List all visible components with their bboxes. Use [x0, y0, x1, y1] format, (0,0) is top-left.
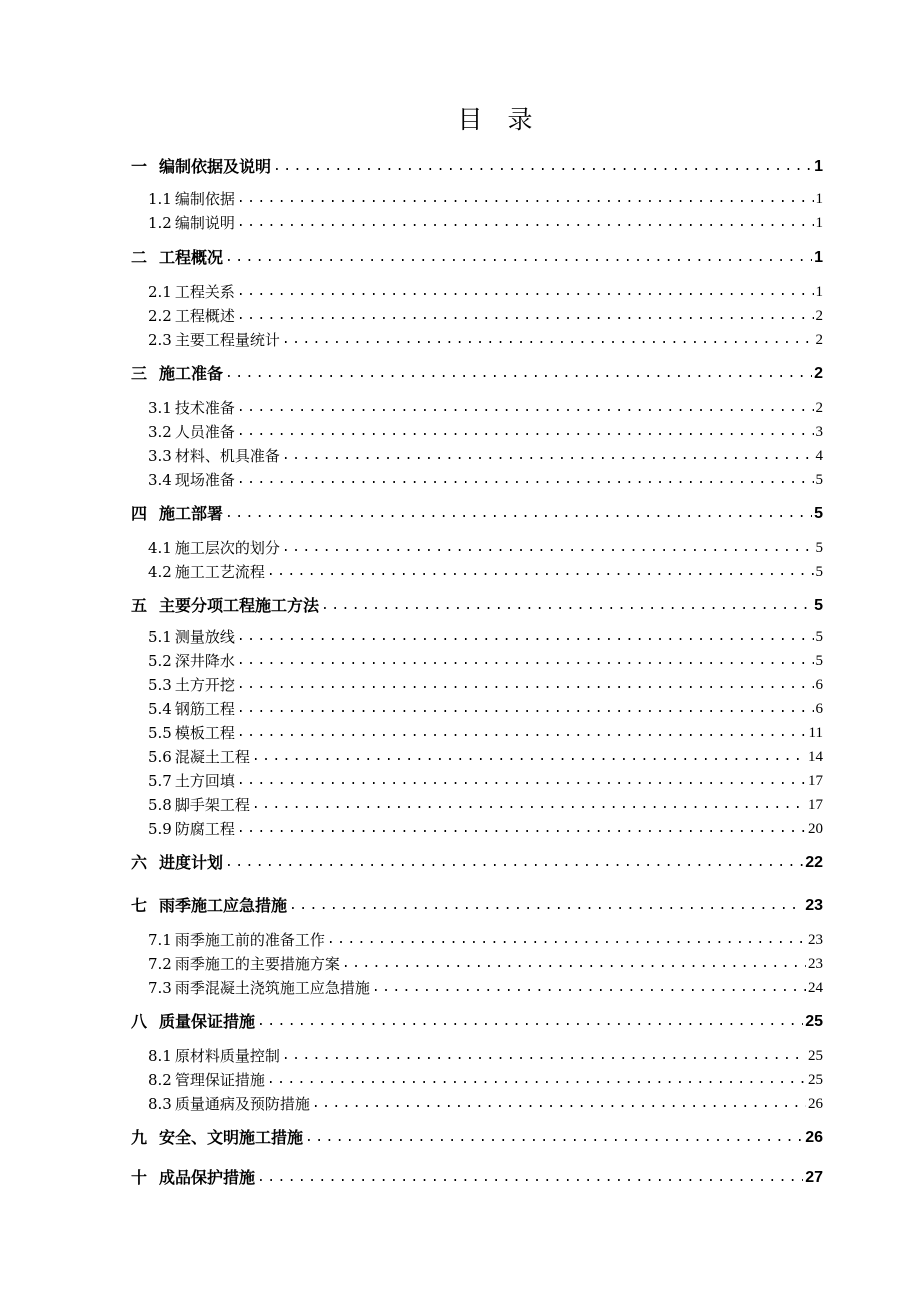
toc-page-number: 5	[814, 597, 823, 614]
toc-page-number: 5	[815, 540, 823, 556]
toc-page-number: 5	[815, 629, 823, 645]
toc-page-number: 1	[814, 249, 823, 266]
page-title: 目 录	[457, 105, 533, 134]
toc-entry-number: 5.2	[148, 652, 172, 670]
toc-entry-number: 8.1	[148, 1047, 172, 1065]
toc-page-number: 2	[815, 400, 823, 416]
toc-entry-number: 2.1	[148, 283, 172, 301]
toc-dot-leader	[237, 282, 814, 302]
toc-entry-number: 8.3	[148, 1095, 172, 1113]
toc-entry-text: 防腐工程	[174, 820, 235, 838]
toc-entry-text: 施工工艺流程	[174, 563, 265, 581]
toc-dot-leader	[305, 1128, 803, 1148]
toc-dot-leader	[267, 1070, 806, 1090]
toc-page-number: 23	[808, 932, 823, 948]
toc-chapter-entry[interactable]	[131, 246, 823, 268]
toc-entry-text: 编制依据及说明	[159, 157, 272, 176]
toc-entry-text: 土方回填	[174, 772, 235, 790]
toc-dot-leader	[237, 771, 806, 791]
toc-section-entry[interactable]	[148, 976, 823, 998]
toc-entry-text: 雨季混凝土浇筑施工应急措施	[174, 979, 370, 997]
toc-page-number: 17	[808, 797, 823, 813]
toc-entry-text: 钢筋工程	[174, 700, 235, 718]
toc-entry-number: 三	[131, 364, 148, 383]
toc-chapter-entry[interactable]	[131, 851, 823, 873]
toc-chapter-entry[interactable]	[131, 502, 823, 524]
toc-entry-label	[131, 248, 223, 268]
toc-entry-label	[131, 1128, 303, 1148]
toc-entry-label	[148, 1046, 280, 1066]
toc-entry-label	[148, 330, 280, 350]
toc-entry-number: 3.1	[148, 399, 172, 417]
toc-section-entry[interactable]	[148, 673, 823, 695]
toc-dot-leader	[321, 596, 812, 616]
toc-entry-number: 3.4	[148, 471, 172, 489]
toc-entry-number: 5.1	[148, 628, 172, 646]
toc-entry-text: 工程概况	[159, 248, 224, 267]
toc-section-entry[interactable]	[148, 1092, 823, 1114]
toc-entry-number: 3.3	[148, 447, 172, 465]
toc-entry-number: 四	[131, 504, 148, 523]
toc-entry-label	[148, 819, 235, 839]
toc-dot-leader	[237, 675, 814, 695]
toc-entry-number: 3.2	[148, 423, 172, 441]
toc-entry-text: 管理保证措施	[174, 1071, 265, 1089]
toc-page-number: 6	[815, 677, 823, 693]
toc-dot-leader	[237, 470, 814, 490]
toc-entry-number: 5.8	[148, 796, 172, 814]
toc-dot-leader	[257, 1012, 803, 1032]
toc-entry-number: 5.3	[148, 676, 172, 694]
toc-dot-leader	[282, 446, 814, 466]
toc-entry-label	[148, 747, 250, 767]
toc-page-number: 26	[805, 1129, 823, 1146]
toc-section-entry[interactable]	[148, 1068, 823, 1090]
toc-entry-text: 土方开挖	[174, 676, 235, 694]
toc-dot-leader	[252, 747, 806, 767]
toc-page-number: 1	[815, 215, 823, 231]
toc-entry-text: 主要工程量统计	[174, 331, 280, 349]
toc-section-entry[interactable]	[148, 817, 823, 839]
toc-dot-leader	[237, 819, 806, 839]
toc-page-number: 1	[815, 191, 823, 207]
toc-entry-label	[148, 1070, 265, 1090]
toc-section-entry[interactable]	[148, 444, 823, 466]
toc-entry-label	[131, 157, 271, 177]
toc-dot-leader	[257, 1168, 803, 1188]
toc-dot-leader	[282, 1046, 806, 1066]
toc-dot-leader	[282, 538, 814, 558]
toc-section-entry[interactable]	[148, 560, 823, 582]
toc-entry-label	[131, 853, 223, 873]
toc-entry-label	[148, 538, 280, 558]
toc-entry-label	[148, 675, 235, 695]
toc-entry-text: 施工层次的划分	[174, 539, 280, 557]
toc-dot-leader	[237, 627, 814, 647]
toc-entry-number: 5.4	[148, 700, 172, 718]
toc-dot-leader	[237, 398, 814, 418]
toc-section-entry[interactable]	[148, 328, 823, 350]
toc-dot-leader	[237, 699, 814, 719]
toc-section-entry[interactable]	[148, 952, 823, 974]
toc-entry-number: 5.7	[148, 772, 172, 790]
toc-dot-leader	[372, 978, 806, 998]
toc-section-entry[interactable]	[148, 697, 823, 719]
toc-page-number: 14	[808, 749, 823, 765]
toc-page-number: 6	[815, 701, 823, 717]
toc-entry-label	[148, 189, 235, 209]
toc-dot-leader	[237, 651, 814, 671]
toc-page-number: 2	[815, 308, 823, 324]
toc-entry-text: 深井降水	[174, 652, 235, 670]
toc-entry-number: 4.1	[148, 539, 172, 557]
toc-page-number: 23	[805, 897, 823, 914]
toc-page-number: 11	[808, 725, 823, 741]
toc-section-entry[interactable]	[148, 280, 823, 302]
toc-page-number: 17	[808, 773, 823, 789]
toc-entry-number: 七	[131, 896, 148, 915]
toc-entry-number: 2.3	[148, 331, 172, 349]
toc-entry-number: 5.9	[148, 820, 172, 838]
toc-entry-label	[131, 1168, 255, 1188]
toc-entry-number: 5.6	[148, 748, 172, 766]
toc-dot-leader	[273, 157, 812, 177]
toc-dot-leader	[225, 364, 812, 384]
toc-entry-number: 8.2	[148, 1071, 172, 1089]
toc-entry-number: 五	[131, 596, 148, 615]
toc-entry-text: 测量放线	[174, 628, 235, 646]
toc-dot-leader	[327, 930, 806, 950]
toc-chapter-entry[interactable]	[131, 1010, 823, 1032]
toc-page-number: 2	[814, 365, 823, 382]
toc-entry-label	[148, 627, 235, 647]
toc-chapter-entry[interactable]	[131, 894, 823, 916]
toc-entry-label	[148, 795, 250, 815]
toc-entry-number: 1.2	[148, 214, 172, 232]
toc-entry-label	[148, 771, 235, 791]
toc-dot-leader	[237, 422, 814, 442]
toc-entry-text: 编制依据	[174, 190, 235, 208]
toc-entry-label	[148, 651, 235, 671]
toc-entry-label	[148, 954, 340, 974]
toc-entry-label	[148, 446, 280, 466]
toc-dot-leader	[225, 853, 803, 873]
toc-page-number: 23	[808, 956, 823, 972]
toc-chapter-entry[interactable]	[131, 362, 823, 384]
toc-entry-text: 主要分项工程施工方法	[159, 596, 320, 615]
toc-entry-text: 人员准备	[174, 423, 235, 441]
toc-entry-text: 雨季施工前的准备工作	[174, 931, 325, 949]
toc-page-number: 3	[815, 424, 823, 440]
toc-entry-text: 施工准备	[159, 364, 224, 383]
toc-entry-text: 原材料质量控制	[174, 1047, 280, 1065]
toc-dot-leader	[312, 1094, 806, 1114]
toc-entry-text: 成品保护措施	[159, 1168, 256, 1187]
toc-entry-text: 施工部署	[159, 504, 224, 523]
toc-entry-text: 现场准备	[174, 471, 235, 489]
toc-section-entry[interactable]	[148, 721, 823, 743]
toc-entry-label	[131, 896, 287, 916]
toc-entry-text: 模板工程	[174, 724, 235, 742]
toc-section-entry[interactable]	[148, 396, 823, 418]
toc-entry-text: 材料、机具准备	[174, 447, 280, 465]
toc-entry-text: 雨季施工的主要措施方案	[174, 955, 340, 973]
toc-page-number: 5	[814, 505, 823, 522]
toc-entry-number: 5.5	[148, 724, 172, 742]
toc-section-entry[interactable]	[148, 1044, 823, 1066]
toc-entry-number: 1.1	[148, 190, 172, 208]
toc-entry-label	[131, 1012, 255, 1032]
toc-entry-number: 7.2	[148, 955, 172, 973]
toc-entry-label	[148, 978, 370, 998]
toc-dot-leader	[252, 795, 806, 815]
toc-chapter-entry[interactable]	[131, 1166, 823, 1188]
toc-section-entry[interactable]	[148, 304, 823, 326]
toc-entry-label	[148, 422, 235, 442]
toc-entry-label	[148, 398, 235, 418]
toc-section-entry[interactable]	[148, 745, 823, 767]
toc-entry-label	[148, 213, 235, 233]
toc-entry-text: 安全、文明施工措施	[159, 1128, 304, 1147]
toc-entry-label	[131, 504, 223, 524]
toc-entry-text: 雨季施工应急措施	[159, 896, 288, 915]
toc-entry-label	[148, 1094, 310, 1114]
toc-entry-label	[131, 364, 223, 384]
toc-entry-number: 二	[131, 248, 148, 267]
toc-section-entry[interactable]	[148, 420, 823, 442]
toc-dot-leader	[342, 954, 806, 974]
toc-dot-leader	[289, 896, 803, 916]
toc-page-number: 25	[808, 1048, 823, 1064]
toc-section-entry[interactable]	[148, 211, 823, 233]
toc-page-number: 5	[815, 653, 823, 669]
toc-entry-label	[148, 562, 265, 582]
toc-entry-label	[148, 306, 235, 326]
toc-page-number: 24	[808, 980, 823, 996]
toc-page-number: 1	[815, 284, 823, 300]
toc-dot-leader	[237, 213, 814, 233]
toc-entry-text: 工程概述	[174, 307, 235, 325]
toc-entry-text: 技术准备	[174, 399, 235, 417]
toc-entry-label	[148, 282, 235, 302]
toc-entry-number: 六	[131, 853, 148, 872]
toc-page-number: 5	[815, 472, 823, 488]
toc-dot-leader	[225, 248, 812, 268]
toc-entry-number: 八	[131, 1012, 148, 1031]
toc-entry-text: 编制说明	[174, 214, 235, 232]
toc-entry-label	[148, 723, 235, 743]
toc-page-number: 26	[808, 1096, 823, 1112]
toc-entry-text: 工程关系	[174, 283, 235, 301]
toc-section-entry[interactable]	[148, 468, 823, 490]
toc-dot-leader	[237, 306, 814, 326]
toc-entry-label	[148, 699, 235, 719]
toc-entry-text: 脚手架工程	[174, 796, 250, 814]
toc-entry-text: 进度计划	[159, 853, 224, 872]
toc-entry-label	[148, 470, 235, 490]
toc-chapter-entry[interactable]	[131, 155, 823, 177]
toc-chapter-entry[interactable]	[131, 594, 823, 616]
toc-section-entry[interactable]	[148, 793, 823, 815]
toc-entry-number: 2.2	[148, 307, 172, 325]
toc-page-number: 25	[808, 1072, 823, 1088]
toc-section-entry[interactable]	[148, 769, 823, 791]
toc-dot-leader	[237, 189, 814, 209]
toc-entry-number: 一	[131, 157, 148, 176]
toc-entry-number: 7.3	[148, 979, 172, 997]
toc-page-number: 20	[808, 821, 823, 837]
toc-section-entry[interactable]	[148, 187, 823, 209]
toc-chapter-entry[interactable]	[131, 1126, 823, 1148]
toc-page-number: 22	[805, 854, 823, 871]
toc-entry-label	[148, 930, 325, 950]
toc-page-number: 5	[815, 564, 823, 580]
toc-dot-leader	[225, 504, 812, 524]
toc-entry-number: 九	[131, 1128, 148, 1147]
toc-section-entry[interactable]	[148, 536, 823, 558]
toc-page-number: 4	[815, 448, 823, 464]
toc-dot-leader	[237, 723, 807, 743]
toc-page-number: 27	[805, 1169, 823, 1186]
toc-dot-leader	[267, 562, 814, 582]
toc-page-number: 25	[805, 1013, 823, 1030]
toc-entry-number: 4.2	[148, 563, 172, 581]
toc-section-entry[interactable]	[148, 649, 823, 671]
toc-section-entry[interactable]	[148, 625, 823, 647]
toc-entry-text: 混凝土工程	[174, 748, 250, 766]
toc-entry-text: 质量保证措施	[159, 1012, 256, 1031]
toc-page-number: 1	[814, 158, 823, 175]
toc-entry-text: 质量通病及预防措施	[174, 1095, 310, 1113]
toc-section-entry[interactable]	[148, 928, 823, 950]
toc-entry-number: 十	[131, 1168, 148, 1187]
toc-entry-number: 7.1	[148, 931, 172, 949]
toc-dot-leader	[282, 330, 814, 350]
toc-entry-label	[131, 596, 319, 616]
toc-page-number: 2	[815, 332, 823, 348]
